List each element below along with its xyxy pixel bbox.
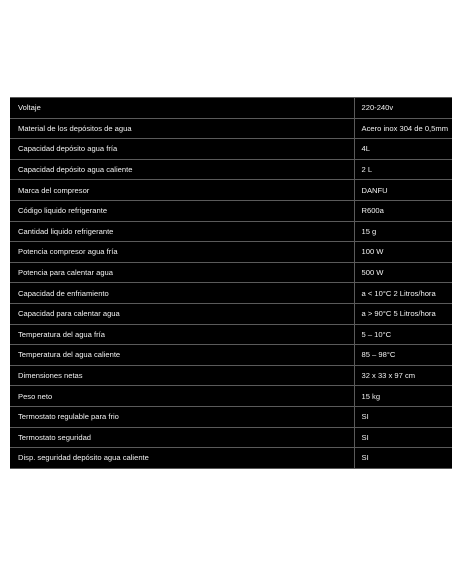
spec-label: Termostato seguridad — [10, 427, 354, 448]
spec-value: Acero inox 304 de 0,5mm — [354, 118, 452, 139]
spec-value: SI — [354, 448, 452, 469]
spec-label: Disp. seguridad depósito agua caliente — [10, 448, 354, 469]
table-row — [10, 448, 452, 469]
table-row — [10, 303, 452, 324]
spec-label: Peso neto — [10, 386, 354, 407]
table-row — [10, 283, 452, 304]
table-row — [10, 345, 452, 366]
spec-label: Voltaje — [10, 98, 354, 119]
table-row — [10, 200, 452, 221]
table-row — [10, 242, 452, 263]
spec-value: 4L — [354, 139, 452, 160]
table-row — [10, 118, 452, 139]
table-row — [10, 180, 452, 201]
spec-label: Material de los depósitos de agua — [10, 118, 354, 139]
spec-label: Cantidad liquido refrigerante — [10, 221, 354, 242]
spec-label: Temperatura del agua caliente — [10, 345, 354, 366]
spec-value: DANFU — [354, 180, 452, 201]
spec-value: R600a — [354, 200, 452, 221]
spec-label: Potencia para calentar agua — [10, 262, 354, 283]
spec-label: Capacidad depósito agua fría — [10, 139, 354, 160]
spec-value: 500 W — [354, 262, 452, 283]
table-row — [10, 139, 452, 160]
spec-value: a < 10°C 2 Litros/hora — [354, 283, 452, 304]
spec-label: Capacidad de enfriamiento — [10, 283, 354, 304]
table-row — [10, 262, 452, 283]
spec-value: 2 L — [354, 159, 452, 180]
table-row — [10, 159, 452, 180]
spec-value: 85 – 98°C — [354, 345, 452, 366]
spec-label: Capacidad para calentar agua — [10, 303, 354, 324]
table-row — [10, 406, 452, 427]
spec-label: Dimensiones netas — [10, 365, 354, 386]
table-row — [10, 386, 452, 407]
spec-value: SI — [354, 406, 452, 427]
table-row — [10, 98, 452, 119]
table-row — [10, 221, 452, 242]
spec-value: 32 x 33 x 97 cm — [354, 365, 452, 386]
spec-label: Termostato regulable para frio — [10, 406, 354, 427]
spec-value: 5 – 10°C — [354, 324, 452, 345]
spec-value: 15 g — [354, 221, 452, 242]
spec-value: 15 kg — [354, 386, 452, 407]
spec-value: 220-240v — [354, 98, 452, 119]
table-row — [10, 365, 452, 386]
spec-value: a > 90°C 5 Litros/hora — [354, 303, 452, 324]
spec-label: Marca del compresor — [10, 180, 354, 201]
spec-value: 100 W — [354, 242, 452, 263]
spec-label: Código liquido refrigerante — [10, 200, 354, 221]
specifications-table — [10, 97, 452, 469]
spec-label: Potencia compresor agua fría — [10, 242, 354, 263]
spec-label: Temperatura del agua fría — [10, 324, 354, 345]
spec-label: Capacidad depósito agua caliente — [10, 159, 354, 180]
spec-value: SI — [354, 427, 452, 448]
table-row — [10, 427, 452, 448]
table-row — [10, 324, 452, 345]
